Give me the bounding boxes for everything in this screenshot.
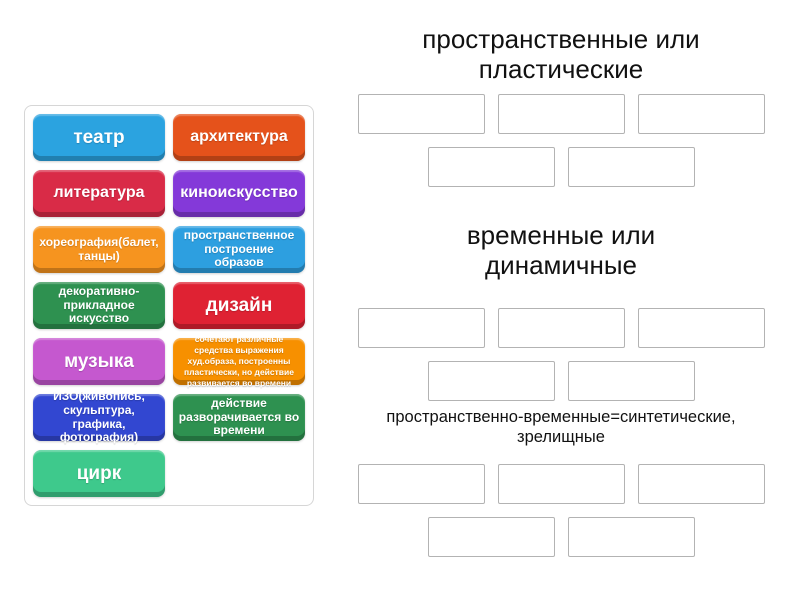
tile-music[interactable]: музыка <box>33 338 165 385</box>
tile-combined-expression-means[interactable]: сочетают различные средства выражения худ.образа, построенны пластически, но действие развивается во времени <box>173 338 305 385</box>
group-spatial <box>340 24 782 187</box>
group-synthetic <box>340 407 782 557</box>
slot-row <box>428 361 695 401</box>
drop-slot-synthetic-3[interactable] <box>638 464 765 504</box>
drop-slot-spatial-3[interactable] <box>638 94 765 134</box>
tile-design[interactable]: дизайн <box>173 282 305 329</box>
drop-slot-synthetic-1[interactable] <box>358 464 485 504</box>
tile-theatre[interactable]: театр <box>33 114 165 161</box>
group-temporal-title: временные или динамичные <box>466 220 656 280</box>
slot-row <box>428 517 695 557</box>
categories-area <box>340 0 782 600</box>
drop-slot-spatial-2[interactable] <box>498 94 625 134</box>
slot-row <box>358 94 765 134</box>
group-synthetic-title: пространственно-временные=синтетические, зрелищные <box>386 408 736 446</box>
group-temporal <box>340 220 782 401</box>
drop-slot-temporal-3[interactable] <box>638 308 765 348</box>
slot-row <box>428 147 695 187</box>
tile-tray <box>24 105 314 506</box>
tile-action-unfolds-in-time[interactable]: действие разворачивается во времени <box>173 394 305 441</box>
tile-circus[interactable]: цирк <box>33 450 165 497</box>
tile-choreography[interactable]: хореография(балет, танцы) <box>33 226 165 273</box>
drop-slot-spatial-1[interactable] <box>358 94 485 134</box>
group-spatial-title: пространственные или пластические <box>422 24 700 84</box>
tile-spatial-image-construction[interactable]: пространственное построение образов <box>173 226 305 273</box>
drop-slot-spatial-4[interactable] <box>428 147 555 187</box>
tile-literature[interactable]: литература <box>33 170 165 217</box>
drop-slot-spatial-5[interactable] <box>568 147 695 187</box>
tile-architecture[interactable]: архитектура <box>173 114 305 161</box>
drop-slot-temporal-2[interactable] <box>498 308 625 348</box>
drop-slot-synthetic-5[interactable] <box>568 517 695 557</box>
slot-row <box>358 464 765 504</box>
drop-slot-temporal-5[interactable] <box>568 361 695 401</box>
tile-cinema-art[interactable]: киноискусство <box>173 170 305 217</box>
drop-slot-temporal-1[interactable] <box>358 308 485 348</box>
tile-decorative-applied-art[interactable]: декоративно-прикладное искусство <box>33 282 165 329</box>
drop-slot-synthetic-2[interactable] <box>498 464 625 504</box>
tile-fine-arts[interactable]: ИЗО(живопись, скульптура, графика, фотография) <box>33 394 165 441</box>
drop-slot-temporal-4[interactable] <box>428 361 555 401</box>
drop-slot-synthetic-4[interactable] <box>428 517 555 557</box>
slot-row <box>358 308 765 348</box>
